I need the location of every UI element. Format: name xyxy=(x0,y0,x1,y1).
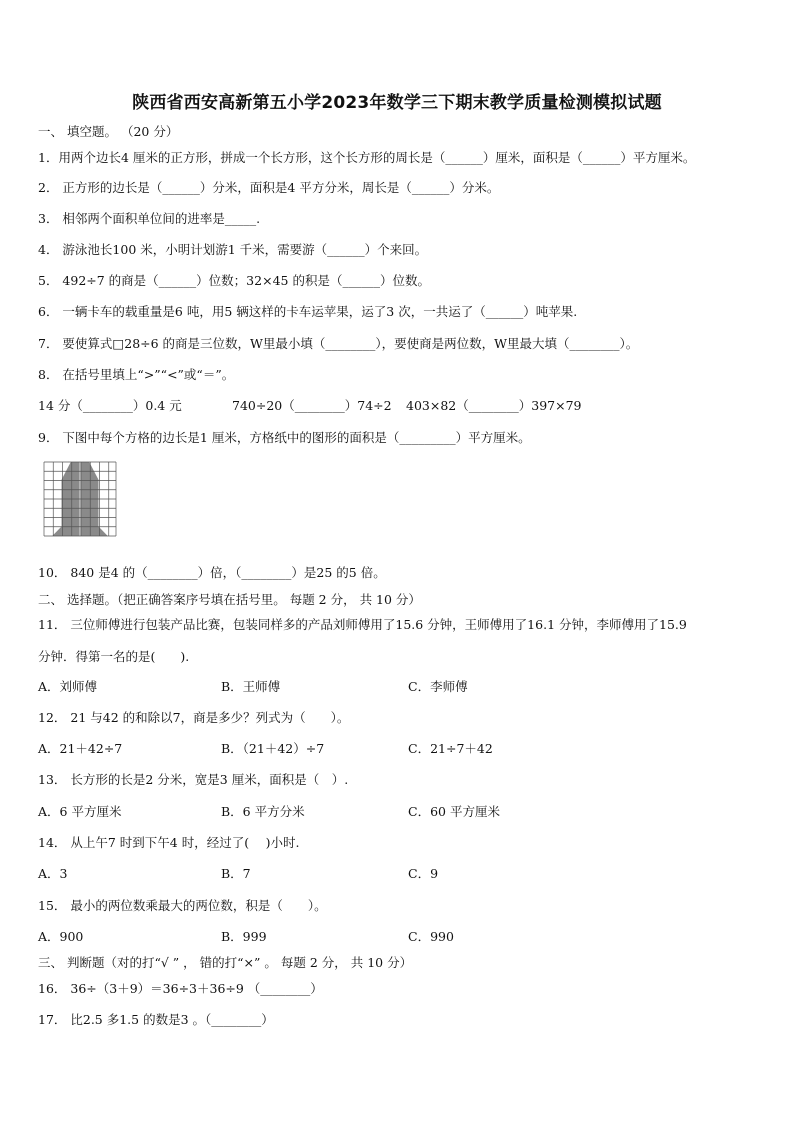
option-c: C．李师傅 xyxy=(408,679,468,694)
section-heading-judge: 三、 判断题（对的打“√ ” ， 错的打“×” 。 每题 2 分， 共 10 分） xyxy=(38,955,413,970)
grid-shape-svg xyxy=(43,461,117,537)
grid-figure xyxy=(43,461,117,540)
option-c: C．9 xyxy=(408,866,439,881)
section-heading-fill-in: 一、 填空题。 （20 分） xyxy=(38,124,179,139)
compare-item-2: 740÷20（________）74÷2 xyxy=(232,398,392,413)
page-title: 陕西省西安高新第五小学2023年数学三下期末教学质量检测模拟试题 xyxy=(132,93,662,113)
question-9: 9． 下图中每个方格的边长是1 厘米，方格纸中的图形的面积是（_________）平方厘米。 xyxy=(38,430,531,445)
question-2: 2． 正方形的边长是（______）分米，面积是4 平方分米，周长是（______）分米。 xyxy=(38,180,500,195)
question-11-line-2: 分钟．得第一名的是( ). xyxy=(38,649,190,664)
question-12: 12． 21 与42 的和除以7，商是多少？列式为（ ）。 xyxy=(38,710,350,725)
compare-item-3: 403×82（________）397×79 xyxy=(406,398,582,413)
question-3: 3． 相邻两个面积单位间的进率是_____. xyxy=(38,211,261,226)
option-a: A．刘师傅 xyxy=(38,679,98,694)
question-17: 17． 比2.5 多1.5 的数是3 。（________） xyxy=(38,1012,274,1027)
question-13: 13． 长方形的长是2 分米，宽是3 厘米，面积是（ ）. xyxy=(38,772,349,787)
option-a: A．6 平方厘米 xyxy=(38,804,122,819)
question-4: 4． 游泳池长100 米，小明计划游1 千米，需要游（______）个来回。 xyxy=(38,242,428,257)
option-a: A．900 xyxy=(38,929,84,944)
question-14: 14． 从上午7 时到下午4 时，经过了( )小时. xyxy=(38,835,300,850)
compare-item-1: 14 分（________）0.4 元 xyxy=(38,398,182,413)
question-5: 5． 492÷7 的商是（______）位数；32×45 的积是（______）位数。 xyxy=(38,273,430,288)
option-c: C．60 平方厘米 xyxy=(408,804,500,819)
option-c: C．990 xyxy=(408,929,454,944)
question-6: 6． 一辆卡车的载重量是6 吨，用5 辆这样的卡车运苹果，运了3 次，一共运了（______）吨苹果. xyxy=(38,304,578,319)
section-heading-choice: 二、 选择题。（把正确答案序号填在括号里。 每题 2 分， 共 10 分） xyxy=(38,592,421,607)
option-c: C．21÷7＋42 xyxy=(408,741,493,756)
option-a: A．21＋42÷7 xyxy=(38,741,123,756)
question-10: 10． 840 是4 的（________）倍，（________）是25 的5 倍。 xyxy=(38,565,386,580)
question-15: 15． 最小的两位数乘最大的两位数，积是（ ）。 xyxy=(38,898,327,913)
option-b: B．999 xyxy=(221,929,267,944)
question-11-line-1: 11． 三位师傅进行包装产品比赛，包装同样多的产品刘师傅用了15.6 分钟，王师傅用了16.1 分钟，李师傅用了15.9 xyxy=(38,617,687,632)
question-7: 7． 要使算式□28÷6 的商是三位数，W里最小填（________），要使商是两位数，W里最大填（________）。 xyxy=(38,336,639,351)
option-b: B．（21＋42）÷7 xyxy=(221,741,325,756)
question-16: 16． 36÷（3＋9）＝36÷3＋36÷9 （________） xyxy=(38,981,323,996)
question-1: 1．用两个边长4 厘米的正方形，拼成一个长方形，这个长方形的周长是（______）厘米，面积是（______）平方厘米。 xyxy=(38,150,696,165)
option-a: A．3 xyxy=(38,866,68,881)
option-b: B．王师傅 xyxy=(221,679,281,694)
option-b: B．7 xyxy=(221,866,251,881)
question-8: 8． 在括号里填上“>”“<”或“＝”。 xyxy=(38,367,235,382)
option-b: B．6 平方分米 xyxy=(221,804,305,819)
